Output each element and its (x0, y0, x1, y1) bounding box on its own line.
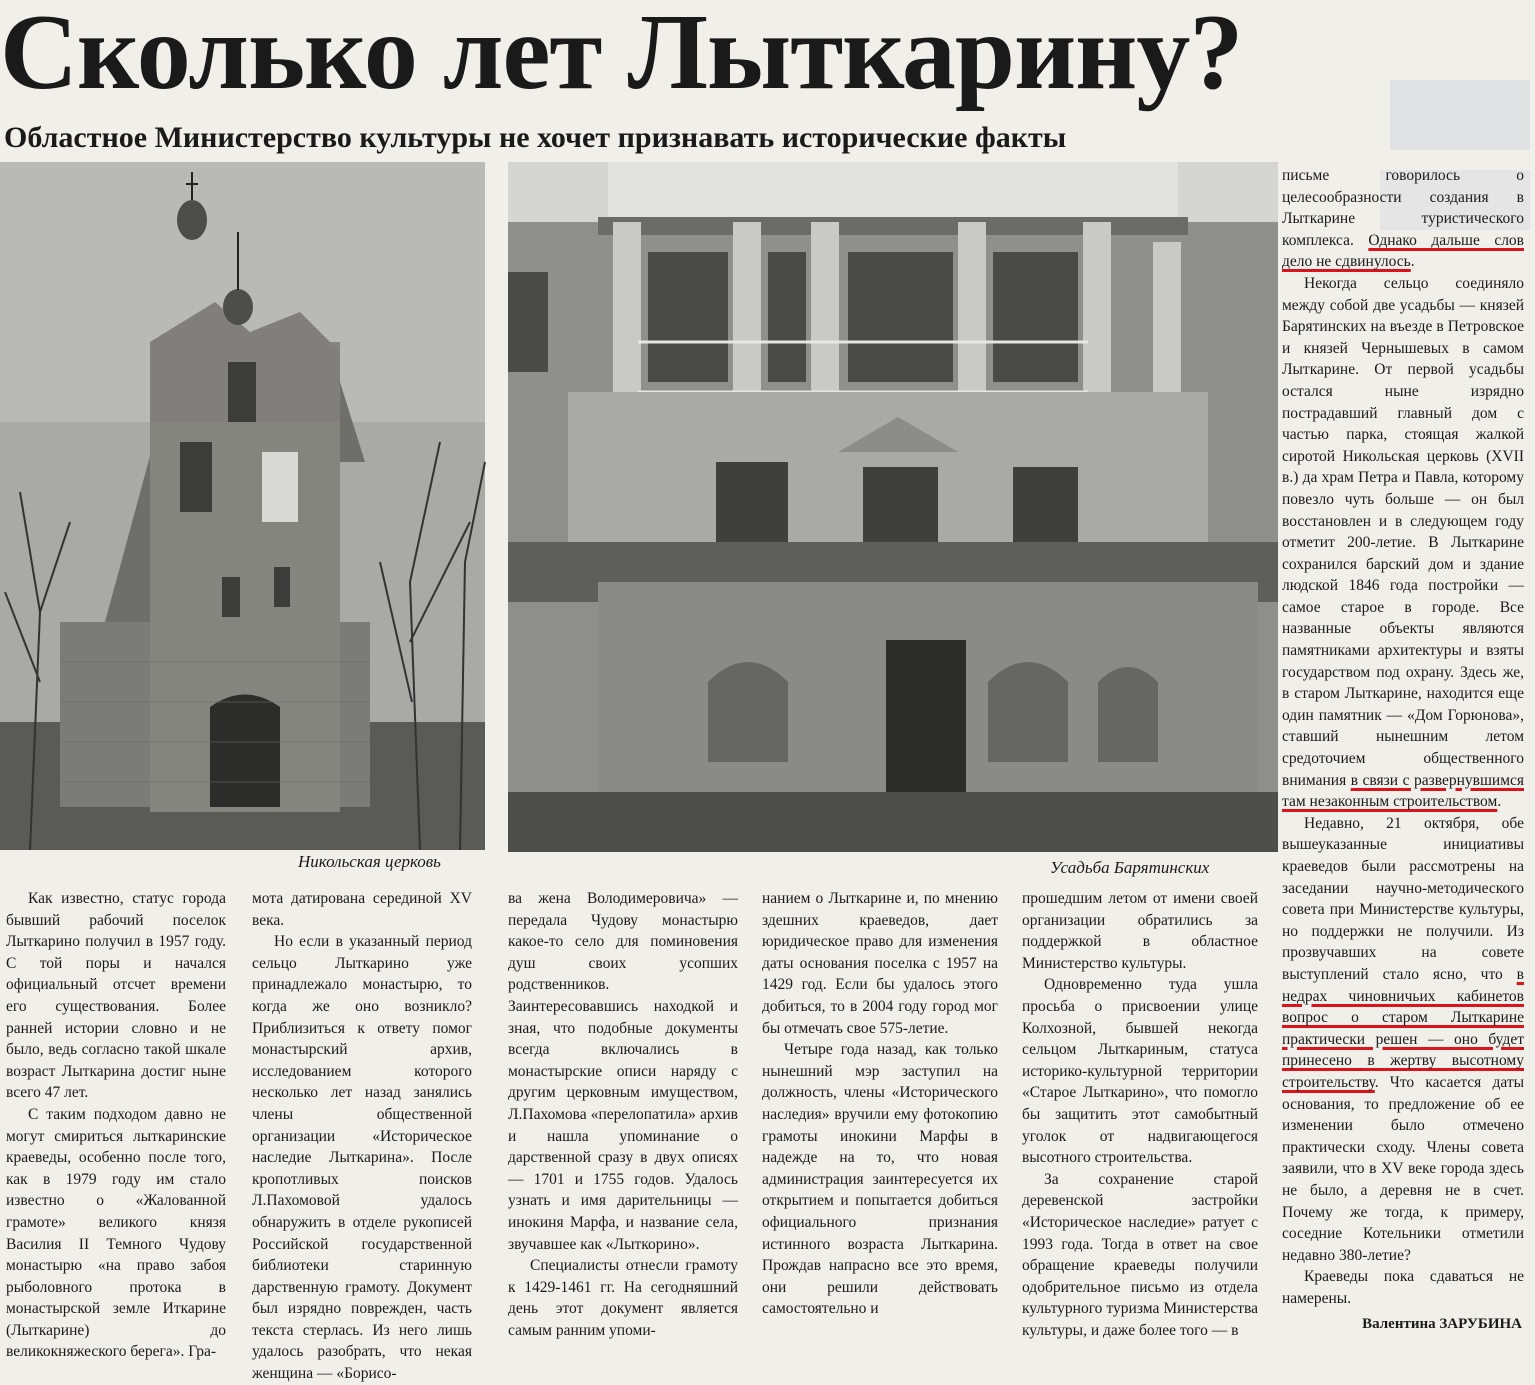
paragraph: нанием о Лыткарине и, по мнению здешних краеведов, дает юридическое право для изменения даты основания поселка с 1957 на 1429 год. Если бы удалось этого добиться, то в 2004 году город мог бы отмечать свое 575-летие. (762, 890, 998, 1037)
paragraph: Но если в указанный период сельцо Лыткарино уже принадлежало монастырю, то когда же оно возникло? Приблизиться к ответу помог монастырский архив, исследованием которого несколько лет назад занялись члены общественной организации «Историческое наследие Лыткарина». После кропотливых поисков Л.Пахомовой удалось обнаружить в отделе рукописей Российской государственной библиотеки старинную дарственную грамоту. Документ был изрядно поврежден, часть текста стерлась. Из него лишь удалось разобрать, что некая женщина — «Борисо- (252, 933, 472, 1383)
headline: Сколько лет Лыткарину? (0, 0, 1243, 112)
paragraph: Некогда сельцо соединяло между собой две усадьбы — князей Барятинских на въезде в Петровское и князей Чернышевых в самом Лыткарине. От первой усадьбы остался ныне изрядно пострадавший главный дом с частью парка, стоящая жалкой сиротой Никольская церковь (XVII в.) да храм Петра и Павла, которому повезло чуть больше — он был восстановлен и в следующем году отметит 200-летие. В Лыткарине сохранился барский дом и здание людской 1846 года постройки — самое старое в городе. Все названные объекты являются памятниками архитектуры и взяты государством под охрану. Здесь же, в старом Лыткарине, находится еще один памятник — «Дом Горюнова», ставший нынешним летом средоточием общественного внимания в связи с развернувшимся там незаконным строительством. (1282, 274, 1525, 811)
paragraph: Специалисты отнесли грамоту к 1429-1461 гг. На сегодняшний день этот документ является самым ранним упоми- (508, 1257, 738, 1339)
article-column-3 (508, 888, 738, 1339)
estate-caption: Усадьба Барятинских (1050, 858, 1210, 877)
paragraph: Недавно, 21 октября, обе вышеуказанные инициативы краеведов были рассмотрены на заседании научно-методического совета при Министерстве культуры, но поддержки не получили. Из прозвучавших на совете выступлений стало ясно, что в недрах чиновничьих кабинетов вопрос о старом Лыткарине практически решен — оно будет принесено в жертву высотному строительству. Что касается даты основания, то предложение об ее изменении было отмечено практически сходу. Члены совета заявили, что в XV веке города здесь не было, а деревня не в счет. Почему же тогда, к примеру, соседние Котельники отметили недавно 380-летие? (1282, 814, 1525, 1264)
paragraph: Одновременно туда ушла просьба о присвоении улице Колхозной, бывшей некогда сельцом Лыткариным, статуса историко-культурной территории «Старое Лыткарино», что помогло бы защитить этот самобытный уголок от надвигающегося высотного строительства. (1022, 976, 1258, 1167)
article-column-right (1282, 165, 1524, 1325)
red-underline-highlight: Однако дальше слов дело не сдвинулось (1282, 231, 1524, 271)
red-underline-highlight: в недрах чиновничьих кабинетов вопрос о старом Лыткарине практически решен — оно будет принесено в жертву высотному строительству (1282, 965, 1524, 1091)
author-byline: Валентина ЗАРУБИНА (1362, 1316, 1522, 1332)
church-photo (0, 162, 485, 850)
paragraph: За сохранение старой деревенской застройки «Историческое наследие» ратует с 1993 года. Тогда в ответ на свое обращение краеведы получили одобрительное письмо из отдела культурного туризма Министерства культуры, и даже более того — в (1022, 1170, 1258, 1339)
red-underline-highlight: в связи с развернувшимся там незаконным строительством (1282, 771, 1525, 811)
article-column-2 (252, 888, 472, 1383)
paragraph: С таким подходом давно не могут смириться лыткаринские краеведы, особенно после того, как в 1979 году им стало известно о «Жалованной грамоте» великого князя Василия II Темного Чудову монастырю «на право забоя рыболовного протока в монастырской земле Иткарине (Лыткарине) до великокняжеского берега». Гра- (6, 1105, 226, 1361)
church-caption: Никольская церковь (298, 852, 441, 871)
subheadline: Областное Министерство культуры не хочет признавать исторические факты (4, 121, 1067, 154)
paragraph: Как известно, статус города бывший рабочий поселок Лыткарино получил в 1957 году. С той поры и начался официальный отсчет времени его существования. Более ранней истории словно и не было, ведь согласно такой шкале возраст Лыткарина достиг ныне всего 47 лет. (6, 890, 226, 1102)
estate-photo (508, 162, 1278, 852)
article-column-4 (762, 888, 998, 1334)
paragraph: Краеведы пока сдаваться не намерены. (1282, 1268, 1524, 1307)
paragraph: Четыре года назад, как только нынешний мэр заступил на должность, члены «Исторического наследия» вручили ему фотокопию грамоты инокини Марфы в надежде на то, что новая администрация заинтересуется их открытием и попытается добиться официального признания истинного возраста Лыткарина. Прождав напрасно все это время, они решили действовать самостоятельно и (762, 1041, 998, 1318)
paragraph: ва жена Володимеровича» — передала Чудову монастырю какое-то село для поминовения душ своих усопших родственников. Заинтересовавшись находкой и зная, что подобные документы всегда включались в монастырские описи наряду с другим церковным имуществом, Л.Пахомова «перелопатила» архив и нашла упоминание о дарственной сразу в двух описях — 1701 и 1755 годов. Удалось узнать и имя дарительницы — инокиня Марфа, и название села, звучавшее как «Лыткорино». (508, 890, 738, 1253)
article-column-1 (6, 888, 226, 1361)
paragraph: письме говорилось о целесообразности создания в Лыткарине туристического комплекса. Однако дальше слов дело не сдвинулось. (1282, 167, 1524, 271)
article-column-5 (1022, 888, 1258, 1339)
paragraph: мота датирована серединой XV века. (252, 890, 472, 929)
paragraph: прошедшим летом от имени своей организации обратились за поддержкой в областное Министерство культуры. (1022, 890, 1258, 972)
